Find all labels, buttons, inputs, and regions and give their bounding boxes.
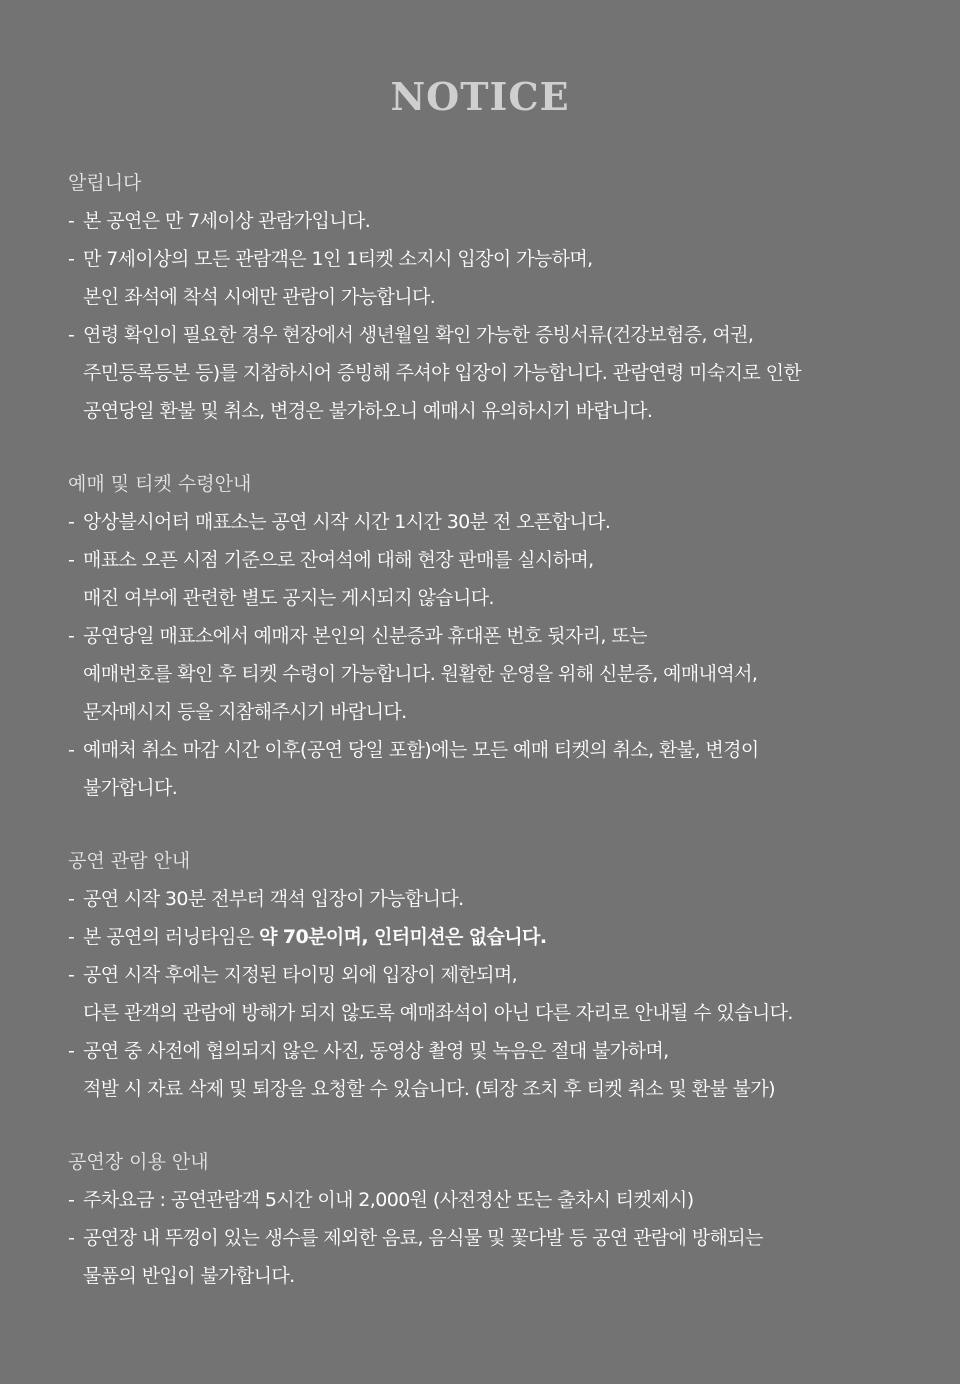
section-viewing-guide [68, 842, 948, 1108]
list-item [68, 1219, 948, 1295]
bullet-dash: - [68, 511, 75, 533]
list-item [68, 202, 948, 240]
list-item [68, 541, 948, 617]
running-time-prefix: 본 공연의 러닝타임은 [83, 926, 260, 948]
item-text: 공연 시작 30분 전부터 객석 입장이 가능합니다. [83, 888, 464, 910]
bullet-dash: - [68, 549, 75, 571]
item-text [83, 918, 948, 956]
item-text: 적발 시 자료 삭제 및 퇴장을 요청할 수 있습니다. (퇴장 조치 후 티켓 취소 및 환불 불가) [83, 1078, 775, 1100]
list-item [68, 617, 948, 731]
section-ticket-pickup [68, 465, 948, 807]
bullet-dash: - [68, 1227, 75, 1249]
item-text: 매진 여부에 관련한 별도 공지는 게시되지 않습니다. [83, 587, 494, 609]
section-venue-guide [68, 1143, 948, 1295]
section-heading: 공연 관람 안내 [68, 850, 191, 872]
item-text: 다른 관객의 관람에 방해가 되지 않도록 예매좌석이 아닌 다른 자리로 안내될 수 있습니다. [83, 1002, 793, 1024]
item-text: 본 공연은 만 7세이상 관람가입니다. [83, 210, 371, 232]
bullet-dash: - [68, 888, 75, 910]
item-text: 매표소 오픈 시점 기준으로 잔여석에 대해 현장 판매를 실시하며, [83, 549, 594, 571]
item-text: 공연당일 환불 및 취소, 변경은 불가하오니 예매시 유의하시기 바랍니다. [83, 400, 653, 422]
running-time-emphasis: 약 70분이며, 인터미션은 없습니다. [259, 926, 547, 948]
item-text: 공연 중 사전에 협의되지 않은 사진, 동영상 촬영 및 녹음은 절대 불가하며, [83, 1040, 669, 1062]
bullet-dash: - [68, 1189, 75, 1211]
bullet-dash: - [68, 324, 75, 346]
bullet-dash: - [68, 248, 75, 270]
list-item [68, 240, 948, 316]
bullet-dash: - [68, 964, 75, 986]
item-text: 연령 확인이 필요한 경우 현장에서 생년월일 확인 가능한 증빙서류(건강보험증, 여권, [83, 324, 754, 346]
item-text: 본인 좌석에 착석 시에만 관람이 가능합니다. [83, 286, 436, 308]
bullet-dash: - [68, 625, 75, 647]
bullet-dash: - [68, 210, 75, 232]
item-text: 공연장 내 뚜껑이 있는 생수를 제외한 음료, 음식물 및 꽃다발 등 공연 관람에 방해되는 [83, 1227, 763, 1249]
list-item [68, 316, 948, 430]
list-item [68, 1181, 948, 1219]
list-item [68, 503, 948, 541]
section-heading: 알립니다 [68, 172, 142, 194]
list-item [68, 1032, 948, 1108]
item-text: 주민등록등본 등)를 지참하시어 증빙해 주셔야 입장이 가능합니다. 관람연령 미숙지로 인한 [83, 362, 802, 384]
item-text: 물품의 반입이 불가합니다. [83, 1265, 295, 1287]
section-heading: 예매 및 티켓 수령안내 [68, 473, 252, 495]
list-item [68, 880, 948, 918]
item-text: 만 7세이상의 모든 관람객은 1인 1티켓 소지시 입장이 가능하며, [83, 248, 593, 270]
item-text: 공연당일 매표소에서 예매자 본인의 신분증과 휴대폰 번호 뒷자리, 또는 [83, 625, 647, 647]
list-item [68, 731, 948, 807]
bullet-dash: - [68, 926, 75, 948]
bullet-dash: - [68, 739, 75, 761]
page-title: NOTICE [390, 74, 570, 119]
bullet-dash: - [68, 1040, 75, 1062]
section-heading: 공연장 이용 안내 [68, 1151, 209, 1173]
list-item [68, 918, 948, 956]
item-text: 예매번호를 확인 후 티켓 수령이 가능합니다. 원활한 운영을 위해 신분증, 예매내역서, [83, 663, 758, 685]
item-text: 주차요금 : 공연관람객 5시간 이내 2,000원 (사전정산 또는 출차시 티켓제시) [83, 1189, 694, 1211]
section-notice [68, 164, 948, 430]
list-item [68, 956, 948, 1032]
notice-content [68, 164, 948, 1330]
item-text: 예매처 취소 마감 시간 이후(공연 당일 포함)에는 모든 예매 티켓의 취소, 환불, 변경이 [83, 739, 759, 761]
item-text: 문자메시지 등을 지참해주시기 바랍니다. [83, 701, 407, 723]
item-text: 앙상블시어터 매표소는 공연 시작 시간 1시간 30분 전 오픈합니다. [83, 511, 611, 533]
item-text: 공연 시작 후에는 지정된 타이밍 외에 입장이 제한되며, [83, 964, 518, 986]
item-text: 불가합니다. [83, 777, 178, 799]
